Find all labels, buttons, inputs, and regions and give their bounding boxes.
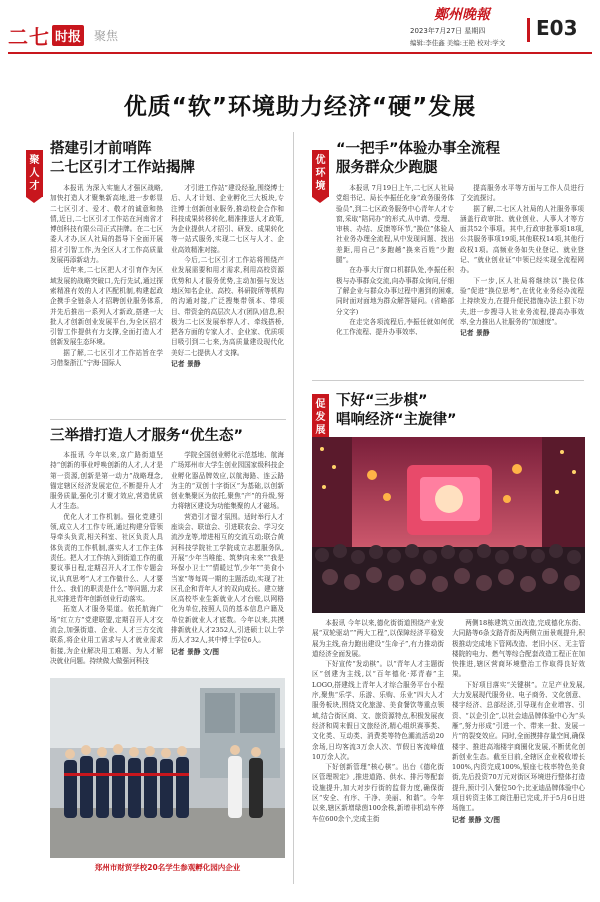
photo-street-festival	[312, 437, 585, 613]
column-divider	[293, 132, 294, 884]
photo-students-caption: 郑州市财贸学校20名学生参观孵化园内企业	[94, 863, 241, 872]
paragraph: 下好宣传“发动棋”。以“青年人才主题街区”创建为主线,以“百年德化·郑青春”主LOGO,搭建线上青年人才综合服务平台小程序,聚焦“乐学、乐游、乐购、乐业”四大人才服务板块,围绕文化旅游、美食餐饮等重点领域,结合街区商、文、旅资源特点,积极发展夜经济和周末假日文旅经济,精心组织赛事类、文化类、互动类、消费类等特色潮流活动20余场,日均客流3万余人次、节假日客流峰值10万余人次。	[312, 660, 444, 761]
paragraph: 近年来,二七区把人才引育作为区域发展的战略突破口,先行先试,通过探索精准有效的人才匹配机制,构建起政企携手全链条人才招聘创业服务体系,并先后推出一系列人才新政,搭建一大批人才创新创业发展平台,为全区招才引智工作提供有力支撑,全面打造人才创新发展生态环境。	[50, 266, 163, 347]
header-rule	[8, 52, 592, 54]
article1-byline: 记者 景静	[171, 360, 201, 369]
article4-col2	[452, 618, 585, 880]
article1-title-line2: 二七区引才工作站揭牌	[50, 160, 195, 176]
section-logo	[8, 24, 119, 49]
paragraph: 拓宽人才服务渠道。依托航海广场“红立方”党建联盟,定期召开人才交流会,加强街道、企业、人才三方交流联系,将企业用工需求与人才就业需求衔接,为企业解决用工难题、为人才解决就业问题。持续做大做强河科技	[50, 605, 163, 665]
photo-students-image	[50, 678, 285, 858]
paragraph: 本报讯 为深入实施人才强区战略,加快打造人才聚集新高地,进一步彰显二七区引才、爱才、敬才的诚意和热情,近日,二七区引才工作站在河南省才博创科技有限公司正式挂牌。在二七区委人才办,区人社局的指导下全面开展招才引智工作,为全区人才工作高质量发展再添新动力。	[50, 184, 163, 265]
article3-title	[336, 140, 500, 178]
masthead-logo: 鄭州晚報	[434, 7, 490, 23]
article4-title-line2: 唱响经济“主旋律”	[336, 412, 457, 428]
article2-byline: 记者 景静 文/图	[171, 647, 219, 656]
article2-col2	[171, 450, 284, 672]
article1-title-line1: 搭建引才前哨阵	[50, 141, 152, 157]
article1-col2	[171, 183, 284, 418]
paragraph: 优化人才工作机制。强化党建引领,成立人才工作专班,通过构建分管领导牵头负责,相关科室、社区负责人具体负责的工作机制,落实人才工作主体责任。把人才工作纳入到街道工作的重要议事日程,定期召开人才工作专题会议,认真思考“人才工作做什么、人才要什么、我们的职责是什么”等问题,力求扎实推进青年创新创业行动落实。	[50, 512, 163, 604]
paragraph: 在走完各项流程后,李振任就如何优化工作流程、提升办事效率、	[336, 317, 454, 337]
article1-title	[50, 140, 195, 178]
article3-title-line2: 服务群众少跑腿	[336, 160, 438, 176]
article4-title	[336, 392, 457, 430]
tag-service	[312, 150, 329, 203]
section-label: 聚焦	[94, 28, 119, 43]
paragraph: 才引进工作站”建设经验,围绕博士后、人才计划、企业孵化三大板块,专注博士创新创业服务,推动校企合作和科技成果转移转化,精准推送人才政策,为企业提供人才招引、研发、成果转化等一站式服务,实现二七区与人才、企业高效精准对接。	[171, 184, 284, 254]
article3-col1	[336, 183, 454, 361]
paragraph: 下好创新管理“核心棋”。出台《德化街区管理规定》,推进道路、供水、排污等配套设施提升,加大对步行街的监督力度,确保街区“安全、有序、干净、美丽、和谐”。今年以来,辖区新增绿茵100余株,新增非机动车停车位600余个,完成主街	[312, 763, 444, 823]
photo-students	[50, 678, 285, 858]
article1-col1	[50, 183, 163, 418]
article3-title-line1: “一把手”体验办事全流程	[336, 141, 501, 157]
photo-street-festival-image	[312, 437, 585, 613]
staff-line: 编辑:李佳鑫 美编:王艳 校对:学文	[410, 39, 506, 47]
paragraph: 本报讯 今年以来,京广路街道坚持“创新的事业呼唤创新的人才,人才是第一资源,创新是第一动力”战略理念,锚定辖区经济发展定位,不断提升人才服务质量,强化引才聚才效应,营造优质人才生态。	[50, 451, 163, 511]
paragraph: 学院全国创业孵化示范基地、航海广场郑州市大学生创业园国家级科技企业孵化器品牌效应,以航海路、连云路为主的“双创十字街区”为基础,以创新创业集聚区为依托,聚焦“产”的升级,努力将辖区建设为功能集聚的人才磁场。	[171, 451, 284, 511]
page-number: E03	[536, 16, 578, 40]
paragraph: 据了解,二七区人社局的人社服务事项涵盖行政审批、就业创业、人事人才等方面共52个事项。其中,行政审批事项18项,公共服务事项19项,其他联权14项,其他行政权1项。高频业务如失业登记、就业登记、“就业创业证”申领已经实现全流程网办。	[460, 204, 584, 275]
paragraph: 下一步,区人社局将继续以“换位体验”促进“换位思考”,在优化业务经办流程上持续发力,在提升便民措施办法上狠下功夫,进一步搜寻人社业务流程,提高办事效率,全力推出人社服务的“加速度”。	[460, 276, 584, 326]
paragraph: 本报讯 7月19日上午,二七区人社局党组书记、局长李振任化身“政务服务体验员”,到二七区政务服务中心青年人才专窗,采取“陪同办”的形式,从申请、受理、审核、办结、反馈等环节,“换位”体验人社业务办理全流程,从中发现问题、找出差距,用自己“多跑趟”换来百姓“少跑腿”。	[336, 184, 454, 265]
article3-byline: 记者 景静	[460, 329, 490, 338]
paragraph: 在办事大厅窗口机群队处,李振任积极与办事群众交流,向办事群众询问,仔细了解企业与群众办事过程中遇到的困难,同时面对面地为群众解答疑问。(省略部分文字)	[336, 266, 454, 316]
tag-service-label: 优环境	[312, 150, 329, 197]
brand-badge: 时报	[52, 25, 84, 46]
date-line: 2023年7月27日 星期四	[410, 27, 486, 35]
tag-talent-arrow	[26, 197, 42, 203]
article3-col2	[460, 183, 584, 361]
paragraph: 据了解,二七区引才工作站旨在学习借鉴浙江“宁海·国际人	[50, 348, 163, 368]
paragraph: 下好项目落实“关键棋”。立足产业发展,大力发展现代服务业、电子商务、文化创意、楼宇经济、总部经济,引导现有企业增容、引资、“以企引企”,以社会迪品牌体验中心为“头雁”,努力形成“引进一个、带来一批、发展一片”的裂变效应。同时,全面摸排存量空间,确保楼宇、推进高端楼宇商圈化发展,不断优化创新创业生态。截至目前,全辖区企业税收增长100%,内资完成100%,银座七枝率特色美食街,先后投资70万元对街区环境进行整体打造提升,预计引入餐位50个;比亚迪品牌体验中心项目转资主体工商注册已完成,并于5月6日进场施工。	[452, 680, 585, 813]
page-headline: 优质“软”环境助力经济“硬”发展	[123, 94, 477, 120]
tag-consume-label: 促发展	[312, 394, 329, 441]
brand-name: 二七	[8, 24, 50, 49]
paragraph: 今后,二七区引才工作站将围绕产业发展需要和用才需求,利用高校资源优势和人才服务优势,主动加强与发达地区知名企业、高校、科研院所等机构的沟通对接,广泛搜集带领本、带项目、带资金的高层次人才(团队)信息,积极为二七区发展举荐人才、牵线搭桥,把各方面的专家人才、企业家、优质项目吸引到二七来,为高质量建设现代化美好二七提供人才支撑。	[171, 256, 284, 357]
paragraph: 提高服务水平等方面与工作人员进行了交流探讨。	[460, 184, 584, 203]
article4-byline: 记者 景静 文/图	[452, 815, 500, 824]
paragraph: 本报讯 今年以来,德化街街道围绕产业发展“双轮驱动”“两大工程”,以保障经济平稳发展为主线,奋力跑出建设“生命子”,有力推动街道经济全面发展。	[312, 619, 444, 658]
tag-talent	[26, 150, 43, 203]
divider	[312, 380, 584, 381]
article4-title-line1: 下好“三步棋”	[336, 393, 428, 409]
article2-col1	[50, 450, 163, 672]
divider	[50, 419, 286, 420]
tag-talent-label: 聚人才	[26, 150, 43, 197]
paragraph: 营造引才留才氛围。适时举行人才座谈会、联谊会、引进联农会、学习交流沙龙等,增进相互的交流互动;联合黄河科技学院社工学院成立志愿服务队,开展“少年当唯能、筑梦向未来”“我是环保小卫士”“情暖过节,少年”“美食小当家”等每周一期的主题活动,实现了社区孔企和青年人才的双向成长。建立辖区高校毕业生新就业人才台账,以网格化为单位,按照人员的基本信息户籍及单位新就业人才底数。今年以来,共摸排新就业人才2352人,引进硕士以上学历人才32人,其中博士学位6人。	[171, 512, 284, 645]
paragraph: 两侧18栋建筑立面改造,完成德化东街、大同路等6条支路背街及两侧立面景观提升,积极推动完成地下管网改造、老旧小区、无主管楼院的电力、燃气等综合配套改造工程正在加快推进,辖区营商环境整治工作取得良好效果。	[452, 619, 585, 679]
article4-col1	[312, 618, 444, 880]
tag-service-arrow	[312, 197, 328, 203]
article2-title: 三举措打造人才服务“优生态”	[50, 428, 244, 444]
page-number-bar	[527, 18, 530, 42]
